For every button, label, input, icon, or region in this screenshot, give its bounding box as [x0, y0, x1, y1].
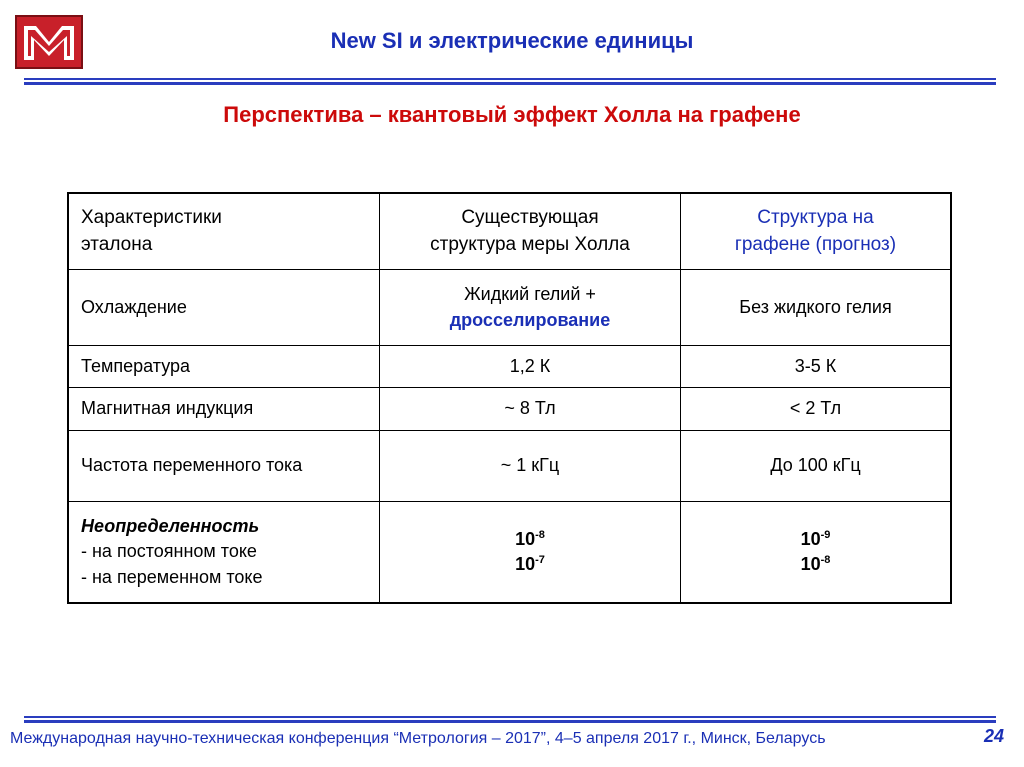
row-label-temperature: Температура	[68, 346, 380, 388]
cell-cooling-existing	[380, 270, 681, 346]
cell-frequency-graphene: До 100 кГц	[681, 431, 952, 502]
footer-conference-text: Международная научно-техническая конференция “Метрология – 2017”, 4–5 апреля 2017 г., Минск, Беларусь	[10, 730, 826, 747]
header-text: Структура на	[757, 206, 874, 228]
header-cell-existing	[380, 193, 681, 270]
header-text: структура меры Холла	[430, 233, 630, 255]
table-row	[68, 388, 951, 431]
cell-text: Жидкий гелий +	[464, 284, 596, 305]
row-label-uncertainty	[68, 502, 380, 604]
header-cell-characteristics	[68, 193, 380, 270]
cell-uncertainty-graphene	[681, 502, 952, 604]
uncertainty-label: Неопределенность	[81, 516, 260, 537]
cell-temperature-existing: 1,2 К	[380, 346, 681, 388]
row-label-induction: Магнитная индукция	[68, 388, 380, 431]
header-text: Существующая	[461, 206, 599, 228]
page-number: 24	[983, 726, 1004, 746]
cell-induction-graphene: < 2 Тл	[681, 388, 952, 431]
header-text: эталона	[81, 233, 153, 255]
cell-frequency-existing: ~ 1 кГц	[380, 431, 681, 502]
table-row	[68, 431, 951, 502]
header-text: графене (прогноз)	[734, 233, 897, 255]
comparison-table	[67, 192, 952, 604]
cell-cooling-graphene: Без жидкого гелия	[681, 270, 952, 346]
table-header-row	[68, 193, 951, 270]
uncertainty-graphene-ac: $10^{-8}$	[800, 554, 831, 574]
cell-induction-existing: ~ 8 Тл	[380, 388, 681, 431]
table-row	[68, 270, 951, 346]
table-row	[68, 346, 951, 388]
table-row	[68, 502, 951, 604]
uncertainty-existing-ac: $10^{-7}$	[515, 554, 545, 574]
footer-divider	[24, 716, 996, 723]
uncertainty-graphene-dc: $10^{-9}$	[800, 528, 831, 549]
header-divider	[24, 78, 996, 85]
row-label-cooling: Охлаждение	[68, 270, 380, 346]
cell-text-highlight: дросселирование	[449, 309, 611, 330]
header-text: Характеристики	[81, 206, 222, 228]
uncertainty-existing-dc: $10^{-8}$	[515, 528, 545, 549]
uncertainty-ac-label: - на переменном токе	[81, 566, 263, 587]
cell-temperature-graphene: 3-5 К	[681, 346, 952, 388]
slide-header-title: New SI и электрические единицы	[330, 28, 694, 53]
header-cell-graphene	[681, 193, 952, 270]
uncertainty-dc-label: - на постоянном токе	[81, 541, 257, 562]
slide-subtitle: Перспектива – квантовый эффект Холла на графене	[223, 102, 801, 127]
row-label-frequency: Частота переменного тока	[68, 431, 380, 502]
cell-uncertainty-existing	[380, 502, 681, 604]
